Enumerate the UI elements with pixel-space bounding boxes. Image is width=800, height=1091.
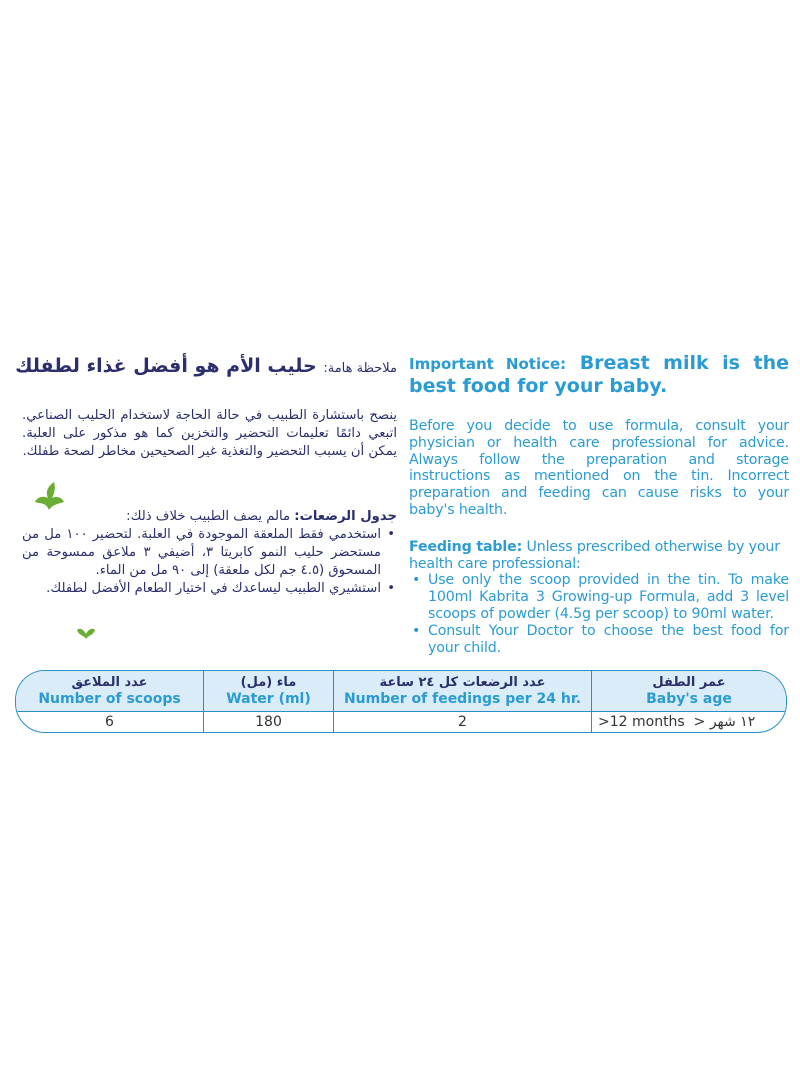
english-notice-label: Important Notice: (409, 355, 567, 373)
english-notice-text: Breast milk is the best food for your baby. (409, 352, 790, 397)
header-english: Water (ml) (226, 690, 311, 707)
butterfly-icon (32, 480, 66, 512)
arabic-section (15, 354, 397, 598)
table-column-age (591, 671, 786, 732)
header-arabic: عمر الطفل (652, 674, 726, 690)
table-header-cell (592, 671, 786, 712)
table-column-water (203, 671, 333, 732)
english-notice (409, 352, 789, 397)
english-bullet-text: Use only the scoop provided in the tin. To make 100ml Kabrita 3 Growing-up Formula, add 3 level scoops of powder (4.5g per scoop) to 90ml water. (428, 572, 789, 622)
header-english: Number of feedings per 24 hr. (343, 690, 582, 707)
bullet-icon: • (412, 572, 421, 589)
table-header-cell (16, 671, 203, 712)
header-english: Number of scoops (38, 690, 181, 707)
arabic-advice-paragraph: ينصح باستشارة الطبيب في حالة الحاجة لاستخدام الحليب الصناعي. اتبعي دائمًا تعليمات التحضير والتخزين كما هو مذكور على العلبة. يمكن أن يسبب التحضير والتغذية غير الصحيحين مخاطر لصحة طفلك. (22, 408, 397, 459)
header-arabic: عدد الرضعات كل ٢٤ ساعة (379, 674, 546, 690)
arabic-notice-text: حليب الأم هو أفضل غذاء لطفلك (15, 355, 317, 377)
header-arabic: ماء (مل) (240, 674, 297, 690)
arabic-feeding-intro: مالم يصف الطبيب خلاف ذلك: (126, 509, 291, 524)
english-bullet-item (409, 623, 789, 657)
arabic-feeding-label: جدول الرضعات: (294, 509, 397, 524)
arabic-feeding-section (22, 508, 397, 598)
english-section (409, 352, 789, 656)
english-bullet-item (409, 572, 789, 622)
english-feeding-intro: Unless prescribed otherwise by your health care professional: (409, 538, 780, 572)
header-english: Baby's age (646, 690, 732, 707)
table-cell: 6 (105, 714, 114, 730)
arabic-bullet-text: استخدمي فقط الملعقة الموجودة في العلبة. لتحضير ١٠٠ مل من مستحضر حليب النمو كابريتا ٣، أضيفي ٣ ملاعق ممسوحة من المسحوق (٤.٥ جم لكل ملعقة) إلى ٩٠ مل من الماء. (22, 527, 381, 578)
arabic-bullet-text: استشيري الطبيب ليساعدك في اختيار الطعام الأفضل لطفلك. (46, 581, 381, 596)
english-advice-paragraph: Before you decide to use formula, consult your physician or health care professional for advice. Always follow the preparation and storage instructions as mentioned on the tin. Incorrect preparation and feeding can cause risks to your baby's health. (409, 418, 789, 518)
bullet-icon: • (387, 527, 395, 542)
table-header-cell (334, 671, 591, 712)
english-bullet-text: Consult Your Doctor to choose the best food for your child. (428, 622, 789, 656)
arabic-bullet-list (22, 526, 397, 598)
english-feeding-label: Feeding table: (409, 538, 523, 555)
arabic-notice-label: ملاحظة هامة: (323, 361, 397, 376)
arabic-bullet-item (22, 526, 397, 580)
arabic-bullet-item (22, 580, 397, 598)
butterfly-icon (76, 625, 96, 641)
english-bullet-list (409, 572, 789, 656)
table-column-feedings (333, 671, 591, 732)
table-header-cell (204, 671, 333, 712)
bullet-icon: • (387, 581, 395, 596)
table-cell: >12 months > ١٢ شهر (598, 714, 756, 730)
bullet-icon: • (412, 622, 421, 639)
table-column-scoops (16, 671, 203, 732)
feeding-table (15, 670, 787, 733)
table-cell: 180 (255, 714, 282, 730)
table-cell: 2 (458, 714, 467, 730)
header-arabic: عدد الملاعق (71, 674, 148, 690)
english-feeding-section (409, 539, 789, 657)
arabic-notice (15, 354, 397, 381)
